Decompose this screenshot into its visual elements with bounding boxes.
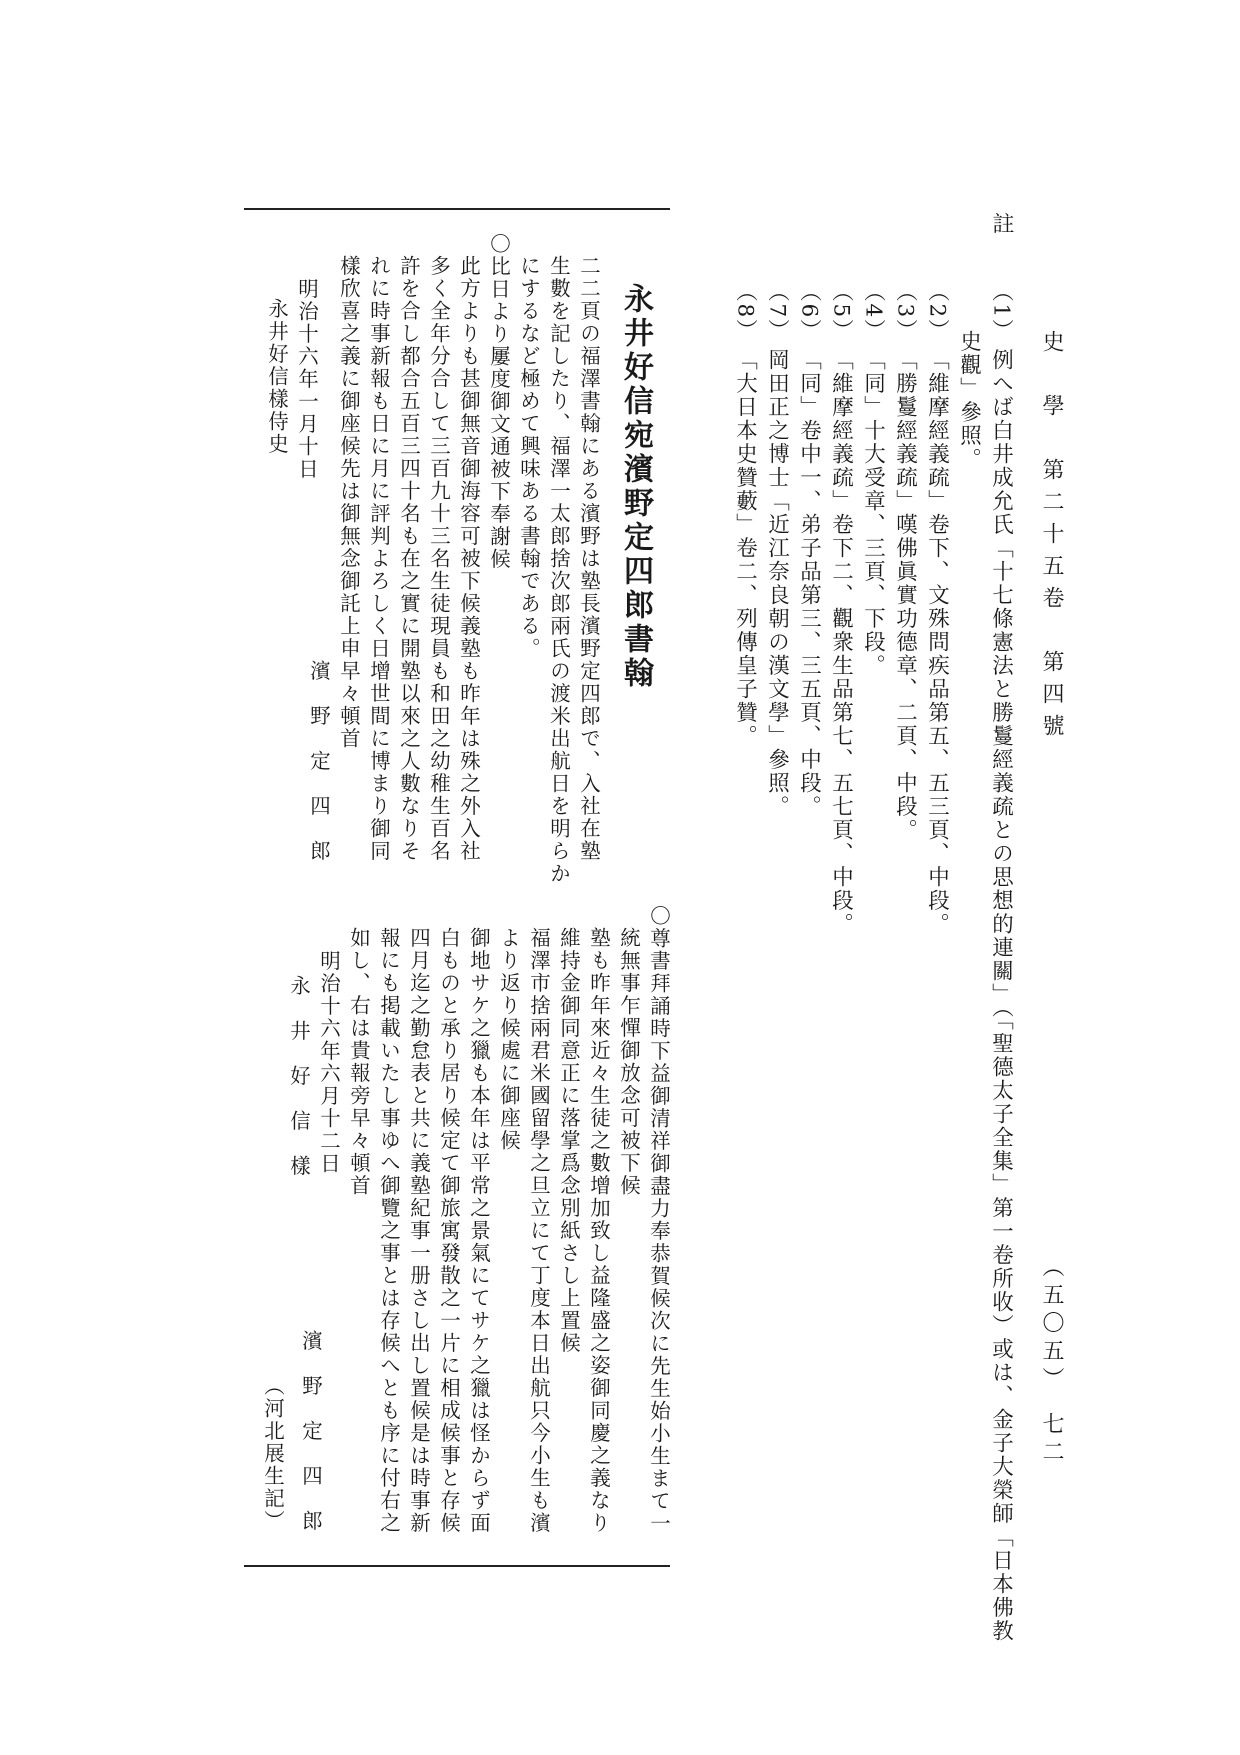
note-1-continuation: 史觀」參照。 [956,330,982,471]
letter2-line-11: 如し、右は貴報旁早々頓首 [346,927,371,1197]
letter2-line-9: 四月迄之勤怠表と共に義塾紀事一册さし出し置候是は時事新 [406,927,431,1535]
letter2-line-4: 維持金御同意正に落掌爲念別紙さし上置候 [556,927,581,1355]
letter2-line-5: 福澤市捨兩君米國留學之旦立にて丁度本日出航只今小生も濱 [526,927,551,1535]
note-number: （8） [732,280,758,343]
letter2-line-7: 御地サケ之獵も本年は平常之景氣にてサケ之獵は怪からず面 [466,927,491,1535]
note-number: （5） [828,280,854,343]
note-text: 岡田正之博士「近江奈良朝の漢文學」參照。 [764,348,790,819]
source-note: （河北展生記） [260,1375,285,1533]
page-number: （五〇五） 七二 [1039,1255,1064,1468]
note-number: （3） [892,280,918,343]
note-8 [734,280,756,748]
letter-box-title: 永井好信宛濱野定四郎書翰 [618,283,653,691]
note-text: 「同」卷中一、弟子品第三、三五頁、中段。 [796,348,822,819]
letter2-line-2: 統無事乍憚御放念可被下候 [616,927,641,1197]
letter1-line-5: れに時事新報も日に月に評判よろしく日增世間に博まり御同 [366,255,391,863]
intro-line-2: 生數を記したり、福澤一太郎捨次郎兩氏の渡米出航日を明らか [546,255,571,885]
letter2-line-6: より返り候處に御座候 [496,927,521,1152]
note-number: （4） [860,280,886,343]
note-1 [990,280,1012,1643]
note-text: 「維摩經義疏」卷下二、觀衆生品第七、五七頁、中段。 [828,348,854,937]
letter2-line-10: 報にも掲載いたし事ゆへ御覽之事とは存候へとも序に付右之 [376,927,401,1535]
letter2-line-3: 塾も昨年來近々生徒之數增加致し益隆盛之姿御同慶之義なり [586,927,611,1535]
letter2-date: 明治十六年六月十二日 [316,950,341,1175]
note-7 [766,280,788,819]
intro-line-3: にするなど極めて興味ある書翰である。 [516,255,541,660]
note-2 [926,280,948,936]
letter1-line-2: 此方よりも甚御無音御海容可被下候義塾も昨年は殊之外入社 [456,255,481,863]
note-text: 例へば白井成允氏「十七條憲法と勝鬘經義疏との思想的連關」（「聖德太子全集」第一卷所收）或は、金子大榮師「日本佛教 [988,348,1014,1644]
journal-header: 史 學 第二十五卷 第四號 [1039,330,1064,746]
note-text: 「同」十大受章、三頁、下段。 [860,348,886,678]
letter1-line-6: 樣欣喜之義に御座候先は御無念御託上申早々頓首 [336,255,361,750]
note-number: （1） [988,280,1014,343]
notes-label: 註 [989,212,1014,236]
letter2-recipient: 永 井 好 信 樣 [286,975,311,1178]
note-3 [894,280,916,842]
letter1-recipient: 永井好信樣侍史 [264,298,289,456]
note-5 [830,280,852,936]
letter1-line-3: 多く全年分合して三百九十三名生徒現員も和田之幼稚生百名 [426,255,451,863]
note-text: 「大日本史贊藪」卷二、列傳皇子贊。 [732,348,758,749]
note-text: 「維摩經義疏」卷下、文殊問疾品第五、五三頁、中段。 [924,348,950,937]
letter2-line-1: 〇尊書拜誦時下益御清祥御盡力奉恭賀候次に先生始小生まて一 [646,905,671,1535]
note-text: 「勝鬘經義疏」嘆佛眞實功德章、二頁、中段。 [892,348,918,843]
letter1-date: 明治十六年一月十日 [294,278,319,481]
note-number: （6） [796,280,822,343]
letter1-sender: 濱 野 定 四 郎 [306,660,331,863]
note-number: （2） [924,280,950,343]
note-4 [862,280,884,678]
letter2-line-8: 白ものと承り居り候定て御旅寓發散之一片に相成候事と存候 [436,927,461,1535]
letter2-sender: 濱 野 定 四 郎 [298,1330,323,1533]
letter1-line-4: 許を合し都合五百三四十名も在之實に開塾以來之人數なりそ [396,255,421,863]
note-6 [798,280,820,819]
note-number: （7） [764,280,790,343]
intro-line-1: 二二頁の福澤書翰にある濱野は塾長濱野定四郎で、入社在塾 [576,255,601,863]
letter1-line-1: 〇比日より屢度御文通被下奉謝候 [486,233,511,571]
